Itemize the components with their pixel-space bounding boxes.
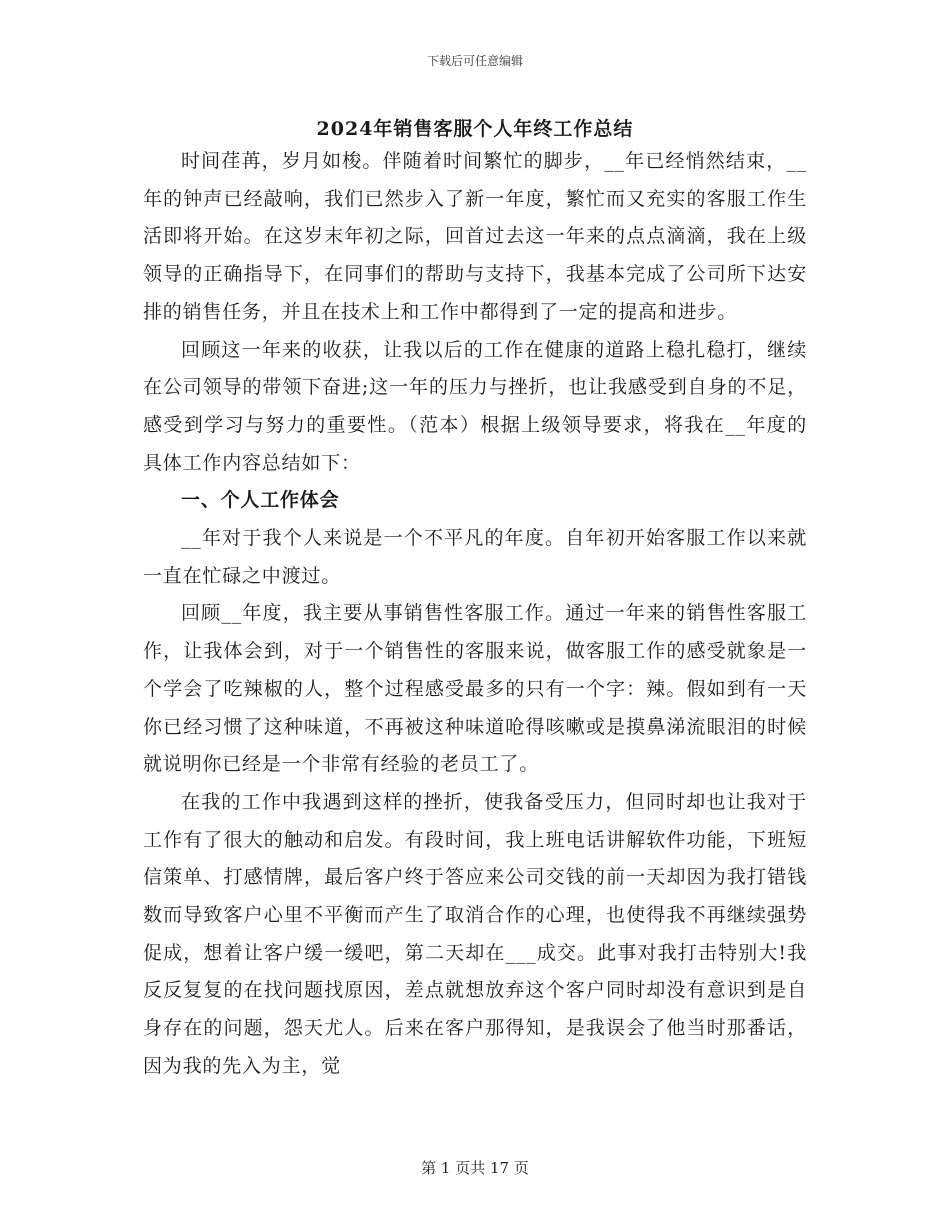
section-heading: 一、个人工作体会 [181, 489, 340, 512]
page-footer-number: 第 1 页共 17 页 [421, 1159, 529, 1177]
paragraph: 在我的工作中我遇到这样的挫折，使我备受压力，但同时却也让我对于工作有了很大的触动和启发。有段时间，我上班电话讲解软件功能，下班短信策单、打感情牌，最后客户终于答应来公司交钱的前一天却因为我打错钱数而导致客户心里不平衡而产生了取消合作的心理，也使得我不再继续强势促成，想着让客户缓一缓吧，第二天却在___成交。此事对我打击特别大!我反反复复的在找问题找原因，差点就想放弃这个客户同时却没有意识到是自身存在的问题，怨天尤人。后来在客户那得知，是我误会了他当时那番话，因为我的先入为主，觉 [143, 790, 807, 1077]
paragraph: __年对于我个人来说是一个不平凡的年度。自年初开始客服工作以来就一直在忙碌之中渡过。 [143, 527, 807, 587]
paragraph: 回顾这一年来的收获，让我以后的工作在健康的道路上稳扎稳打，继续在公司领导的带领下奋进;这一年的压力与挫折，也让我感受到自身的不足，感受到学习与努力的重要性。（范本）根据上级领导要求，将我在__年度的具体工作内容总结如下： [143, 338, 807, 474]
document-body [143, 143, 807, 1086]
paragraph: 回顾__年度，我主要从事销售性客服工作。通过一年来的销售性客服工作，让我体会到，对于一个销售性的客服来说，做客服工作的感受就象是一个学会了吃辣椒的人，整个过程感受最多的只有一个字：辣。假如到有一天你已经习惯了这种味道，不再被这种味道呛得咳嗽或是摸鼻涕流眼泪的时候就说明你已经是一个非常有经验的老员工了。 [143, 602, 807, 776]
document-title: 2024年销售客服个人年终工作总结 [316, 118, 634, 140]
paragraph: 时间荏苒，岁月如梭。伴随着时间繁忙的脚步，__年已经悄然结束，__年的钟声已经敲响，我们已然步入了新一年度，繁忙而又充实的客服工作生活即将开始。在这岁末年初之际，回首过去这一年来的点点滴滴，我在上级领导的正确指导下，在同事们的帮助与支持下，我基本完成了公司所下达安排的销售任务，并且在技术上和工作中都得到了一定的提高和进步。 [143, 150, 807, 323]
page-header-note: 下载后可任意编辑 [426, 54, 523, 68]
